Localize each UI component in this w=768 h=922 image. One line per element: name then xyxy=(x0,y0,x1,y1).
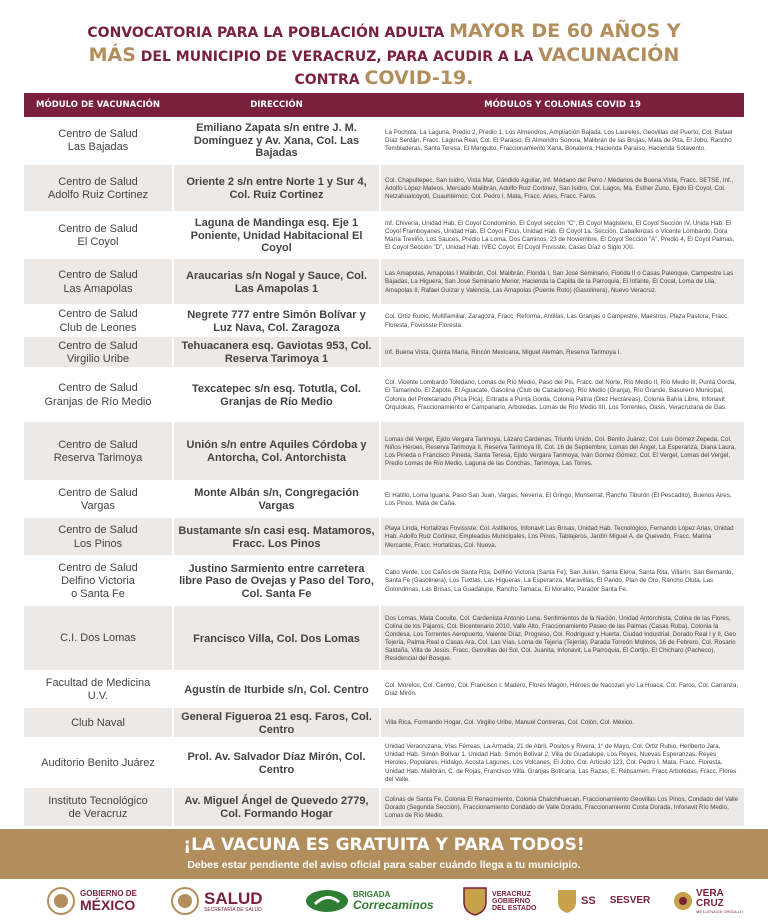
address-cell: Oriente 2 s/n entre Norte 1 y Sur 4, Col. Ruiz Cortinez xyxy=(174,165,379,213)
table-header xyxy=(24,93,744,117)
address-cell: Araucarias s/n Nogal y Sauce, Col. Las Amapolas 1 xyxy=(174,259,379,306)
neighborhoods-cell: Dos Lomas, Mata Cocuite, Col. Cardenista Antonio Luna, Sentimientos de la Nación, Unidad Antorchista, Colina de las Flores, Colina de los Pájaros, Col. Bicentenario 2010, Valle Alto, Fraccionamiento Paseo de las Palmas (Casas Ruba), Colonia la Condesa, Los Torrentes Aeropuerto, Valente Díaz, Progreso, Col. Rodríguez y Huerta, Ciudad Industrial, Dorado Real I y II, Geo Tejería, Palma Real o Casas Ara, Col. Las Vías, Loma de Tejería (Tejería), Parada Torreón Molinos, 16 de Febrero, Col. Rosario Saldaña, Villa de Jesús, Fracc. Geovillas del Sol, Col. Juanita, Infonavit, La Parroquia, El Cortijo, El Chicharo (Pacheco), Residencial del Bosque. xyxy=(381,606,744,672)
header-highlight: MAYOR DE 60 AÑOS Y xyxy=(449,20,681,42)
header-text: CONVOCATORIA PARA LA POBLACIÓN ADULTA xyxy=(87,25,450,41)
address-cell: Laguna de Mandinga esq. Eje 1 Poniente, Unidad Habitacional El Coyol xyxy=(190,217,363,255)
logo-text: Correcaminos xyxy=(353,898,434,912)
column-header-direccion: DIRECCIÓN xyxy=(250,100,303,110)
address-cell: Justino Sarmiento entre carretera libre Paso de Ovejas y Paso del Toro, Col. Santa Fe xyxy=(179,562,374,600)
logo-text: VERA xyxy=(696,887,724,899)
logo-subtext: SECRETARÍA DE SALUD xyxy=(204,906,262,913)
veracruz-gobierno-logo xyxy=(462,885,536,917)
neighborhoods-cell: Playa Linda, Hortalizas Fovissste, Col. Astilleros, Infonavit Las Brisas, Unidad Hab. Tecnológico, Fernando López Arias, Unidad Hab. Adolfo Ruiz Cortinez, Empleados Municipales, Los Pinos, Tablajeros, Jardín Miguel A. de Quevedo, Fracc. Marina Mercante, Fracc. Hortalizas, Col. Nueva. xyxy=(381,518,744,557)
module-cell: Centro de Salud Virgilio Uribe xyxy=(24,337,172,369)
address-cell: Tehuacanera esq. Gaviotas 953, Col. Reserva Tarimoya 1 xyxy=(174,337,379,369)
table-row xyxy=(24,259,744,306)
logo-text: BRIGADA xyxy=(353,890,391,899)
sesver-logo xyxy=(556,885,650,917)
neighborhoods-cell: Lomas del Vergel, Ejido Vergara Tarimoya, Lázaro Cárdenas, Triunfo Unido, Col. Benito Juárez, Col. Luis Gómez Zepeda, Col. Niños Héroes, Reserva Tarimoya II, Reserva Tarimoya III, Col. 16 de Septiembre, Lomas del Ángel, La Esperanza, Diana Laura, Los Pineda o Francisco Pineda, Santa Teresa, Ejido Vergara Tarimoya, Iván Gómez Gómez, Col. El Vergel, Lomas del Vergel, Predio Lomas de Río Medio, Laguna de las Conchas, Tarimoya, Las Torres. xyxy=(381,422,744,482)
banner-subline: Debes estar pendiente del aviso oficial para saber cuándo llega a tu municipio. xyxy=(187,859,581,871)
column-header-colonias: MÓDULOS Y COLONIAS COVID 19 xyxy=(484,100,641,110)
column-header-modulo: MÓDULO DE VACUNACIÓN xyxy=(36,100,160,110)
module-cell: C.I. Dos Lomas xyxy=(24,606,172,672)
header-line-1 xyxy=(0,20,768,42)
neighborhoods-cell: Colinas de Santa Fe, Colonia El Renacimiento, Colonia Chalchihuecan, Fraccionamiento Geovillas Los Pinos, Condado del Valle Dorado (Segunda Sección), Fraccionamiento Condado de Valle Dorado, Fraccionamiento Costa Dorada, Infonavit Río Medio, Lomas de Río Medio. xyxy=(381,788,744,828)
header-highlight: MÁS xyxy=(88,44,136,66)
address-cell: Unión s/n entre Aquiles Córdoba y Antorcha, Col. Antorchista xyxy=(174,422,379,482)
address-cell: Prol. Av. Salvador Díaz Mirón, Col. Centro xyxy=(187,750,366,776)
neighborhoods-cell: Las Amapolas, Amapolas I Malibrán, Col. Malibrán, Florida I, San José Seminario, Florida II o Casas Palenque, Campestre Las Bajadas, La Higuera, San José Seminario Menor, Hacienda la Capilla de la Parroquia, El Infante, El Cocal, Loma de Lila, Amapolas II, Rafael Guízar y Valencia, Las Amapolas (Puente Roto) (Gasolinera), Nuevo Veracruz. xyxy=(381,259,744,306)
table-row xyxy=(24,606,744,672)
module-cell: Centro de Salud Adolfo Ruiz Cortinez xyxy=(24,165,172,213)
eagle-seal-icon xyxy=(46,886,76,916)
logo-text: SALUD xyxy=(204,888,263,908)
module-cell: Facultad de Medicina U.V. xyxy=(45,676,151,702)
table-row xyxy=(24,482,744,518)
module-cell: Centro de Salud Los Pinos xyxy=(24,518,172,557)
table-row xyxy=(24,337,744,369)
logo-text: CRUZ xyxy=(696,897,724,909)
logo-text: GOBIERNO xyxy=(492,897,531,905)
table-row xyxy=(24,422,744,482)
page-header xyxy=(0,0,768,93)
neighborhoods-cell: Unidad Veracruzana, Vías Férreas, La Armada, 21 de Abril, Positos y Rivera, 1° de Mayo, Col. Ortiz Rubio, Heriberto Jara, Unidad Hab. Simón Bolívar 1, Unidad Hab. Simón Bolívar 2, Villa de Guadalupe, Los Reyes, Nuevas Esperanzas, Reyes Heroles, Populares, Hidalgo, Acosta Lagunes, Los Volcanes, El Jobo, Col. Artículo 123, Col. Pedro I. Mata, Fracc. Floresta, Unidad Hab. Malibrán, C. de Rojas, Francisco Villa, Granjas Boticaria, Las Razas, E. Rébsamen, Fracc Arboledas, Fracc. Flores del Valle. xyxy=(385,743,737,783)
address-cell: Texcatepec s/n esq. Totutla, Col. Granjas de Río Medio xyxy=(192,382,361,408)
module-cell: Centro de Salud Las Amapolas xyxy=(24,259,172,306)
header-text: CONTRA xyxy=(294,72,365,88)
module-cell: Club Naval xyxy=(24,708,172,739)
neighborhoods-cell: Col. Vicente Lombardo Toledano, Lomas de Río Medio, Paso del Pis, Fracc. del Norte, Río Medio II, Río Medio III, Punta Gorda, El Tamarindo, El Zapote, El Aguacate, Gasolina (Club de Cazadores), Río Medio (Granja), Río Grande, Basurero Municipal, Colonia del Proletariado (Pica Pica), Entrada a Punta Gorda, Colonia Patria (Diez Hectáreas), Colonia Bahía Libre, Infonavit Orquídeas, Fraccionamiento el Campanario, Arboledas, Lomas de Río Medio IIII, Los Torrentes, Oasis, Veracruzana de Gas. xyxy=(385,379,736,411)
table-row xyxy=(24,739,744,788)
address-cell: Monte Albán s/n, Congregación Vargas xyxy=(194,487,359,512)
header-line-2 xyxy=(0,44,768,66)
module-cell: Centro de Salud Reserva Tarimoya xyxy=(24,422,172,482)
road-runner-icon xyxy=(305,888,349,914)
address-cell: Francisco Villa, Col. Dos Lomas xyxy=(174,606,379,672)
table-row xyxy=(24,213,744,259)
header-highlight: COVID-19. xyxy=(364,67,474,89)
neighborhoods-cell: Inf. Buena Vista, Quinta María, Rincón Mexicana, Miguel Alemán, Reserva Tarimoya I. xyxy=(381,337,744,369)
logo-text: SS xyxy=(581,894,596,907)
state-shield-icon xyxy=(462,886,488,916)
neighborhoods-cell: Col. Ortiz Rubio, Multifamiliar, Zaragoza, Fracc. Reforma, Antillas, Las Granjas o Campestre, Maestros, Plaza Pastora, Fracc. Floresta, Fovissste Floresta. xyxy=(385,313,729,329)
module-cell: Centro de Salud Club de Leones xyxy=(58,308,138,334)
table-row xyxy=(24,306,744,337)
module-cell: Auditorio Benito Juárez xyxy=(41,756,155,769)
module-cell: Centro de Salud Delfino Victoria o Santa Fe xyxy=(58,561,138,601)
logo-text: GOBIERNO DE xyxy=(80,889,137,898)
neighborhoods-cell: Cabo Verde, Los Caños de Santa Rita, Delfino Victoria (Santa Fe), San Julián, Santa Elena, Santa Rita, Villarín, San Bernardo, Santa Fe (Gasolinera), Los Tuxtlas, Las Higueras, La Esperanza, Maravillas, El Pando, Plan de Oro, Rancho Oluta, Las Golondrinas, Las Brisas, La Guadalupe, Rancho Tamaca, El Moralito, Parador Santa Fe. xyxy=(385,569,734,593)
address-cell: Bustamante s/n casi esq. Matamoros, Fracc. Los Pinos xyxy=(174,518,379,557)
module-cell: Instituto Tecnológico de Veracruz xyxy=(24,788,172,828)
row-divider xyxy=(24,826,744,828)
salud-logo xyxy=(170,885,263,917)
address-cell: Negrete 777 entre Simón Bolívar y Luz Nava, Col. Zaragoza xyxy=(187,308,366,334)
address-cell: General Figueroa 21 esq. Faros, Col. Centro xyxy=(174,708,379,739)
table-row xyxy=(24,708,744,739)
table-row xyxy=(24,117,744,165)
flower-icon xyxy=(672,890,694,912)
module-cell: Centro de Salud El Coyol xyxy=(58,222,138,248)
address-cell: Emiliano Zapata s/n entre J. M. Domínguez y Av. Xana, Col. Las Bajadas xyxy=(193,122,360,160)
bottom-banner xyxy=(0,829,768,879)
table-row xyxy=(24,165,744,213)
neighborhoods-cell: Inf. Chivería, Unidad Hab. El Coyol Condominio, El Coyol sección "C", El Coyol Magisterio, El Coyol Sección IV, Unida Hab. El Coyol Framboyanes, Unidad Hab. El Coyol Ficus, Unidad Hab. El Coyol 1a. Sección, Caballerizas o Vicente Lombardo, Dora María Treviño, Los Sauces, Predio La Loma, Dos Caminos, 23 de Noviembre, El Coyol Sección "A", Predio 4, El Coyol Palmas, El Coyol Sección "D", Unidad Hab. IVEC Coyol, El Coyol Fovisste, Casas Díaz o Siglo XXI. xyxy=(385,219,735,252)
header-text: DEL MUNICIPIO DE VERACRUZ, PARA ACUDIR A LA xyxy=(135,49,539,65)
table-row xyxy=(24,518,744,557)
neighborhoods-cell: Col. Chapultepec, San Isidro, Vista Mar, Cándido Aguilar, Inf. Médano del Perro / Médanos de Buena Vista, Fracc. SETSE, Inf., Adolfo López Mateos, Mercado Malibrán, Adolfo Ruiz Cortinez, San Isidro, Col. Lagos, Ma. Esther Zuno, Ejido El Coyol, Col. Netzahualcóyotl, Cuauhtémoc, Col. Pedro I. Mata, Fracc. Aries, Fracc. Faros. xyxy=(381,165,744,213)
logo-subtext: ME LLENA DE ORGULLO xyxy=(696,908,743,914)
logo-text: SESVER xyxy=(609,895,651,906)
module-cell: Centro de Salud Las Bajadas xyxy=(58,127,138,153)
logo-text: MÉXICO xyxy=(80,897,136,913)
module-cell: Centro de Salud Vargas xyxy=(58,486,138,512)
table-row xyxy=(24,672,744,708)
state-shield-icon xyxy=(556,888,578,914)
banner-headline: ¡LA VACUNA ES GRATUITA Y PARA TODOS! xyxy=(183,835,585,855)
neighborhoods-cell: La Pochota, La Laguna, Predio 2, Predio 1, Los Almendros, Ampliación Bajada, Los Laureles, Geovillas del Puerto, Col. Rafael Díaz Serdán, Fracc. Laguna Real, Col. El Paraíso, El Almendro Sonora, Malibrán de las Brujas, Mata de Pita, El Jobo, Rancho Tembladeras, Santa Teresa, El Manguito, Fraccionamiento Xana, Bonaterra, Hacienda Paraíso, Hacienda Sotavento. xyxy=(385,128,733,153)
veracruz-orgullo-logo xyxy=(672,885,743,917)
eagle-seal-icon xyxy=(170,886,200,916)
neighborhoods-cell: Col. Morelos, Col. Centro, Col. Francisco I. Madero, Flores Magón, Héroes de Nacozari y/o La Huaca, Col. Faros, Col. Carranza, Díaz Mirón. xyxy=(385,681,739,697)
logos-footer xyxy=(0,879,768,922)
address-cell: Agustín de Iturbide s/n, Col. Centro xyxy=(184,683,369,696)
logo-text: VERACRUZ xyxy=(492,890,531,898)
neighborhoods-cell: Villa Rica, Formando Hogar, Col. Virgilio Uribe, Manuel Contreras, Col. Colón, Col. México. xyxy=(381,708,744,739)
address-cell: Av. Miguel Ángel de Quevedo 2779, Col. Formando Hogar xyxy=(174,788,379,828)
gobierno-mexico-logo xyxy=(46,885,137,917)
header-highlight: VACUNACIÓN xyxy=(538,44,680,66)
module-cell: Centro de Salud Granjas de Río Medio xyxy=(44,382,152,408)
brigada-correcaminos-logo xyxy=(305,885,434,917)
table-row xyxy=(24,369,744,422)
table-row xyxy=(24,557,744,606)
neighborhoods-cell: El Hatillo, Loma Iguana, Paso San Juan, Vargas, Nevería, El Gringo, Monserrat, Rancho Tiburón (El Pescadito), Buenos Aires, Los Pinos, Mata de Caña. xyxy=(385,491,732,507)
table-row xyxy=(24,788,744,828)
header-line-3 xyxy=(0,67,768,89)
logo-text: DEL ESTADO xyxy=(492,904,537,912)
